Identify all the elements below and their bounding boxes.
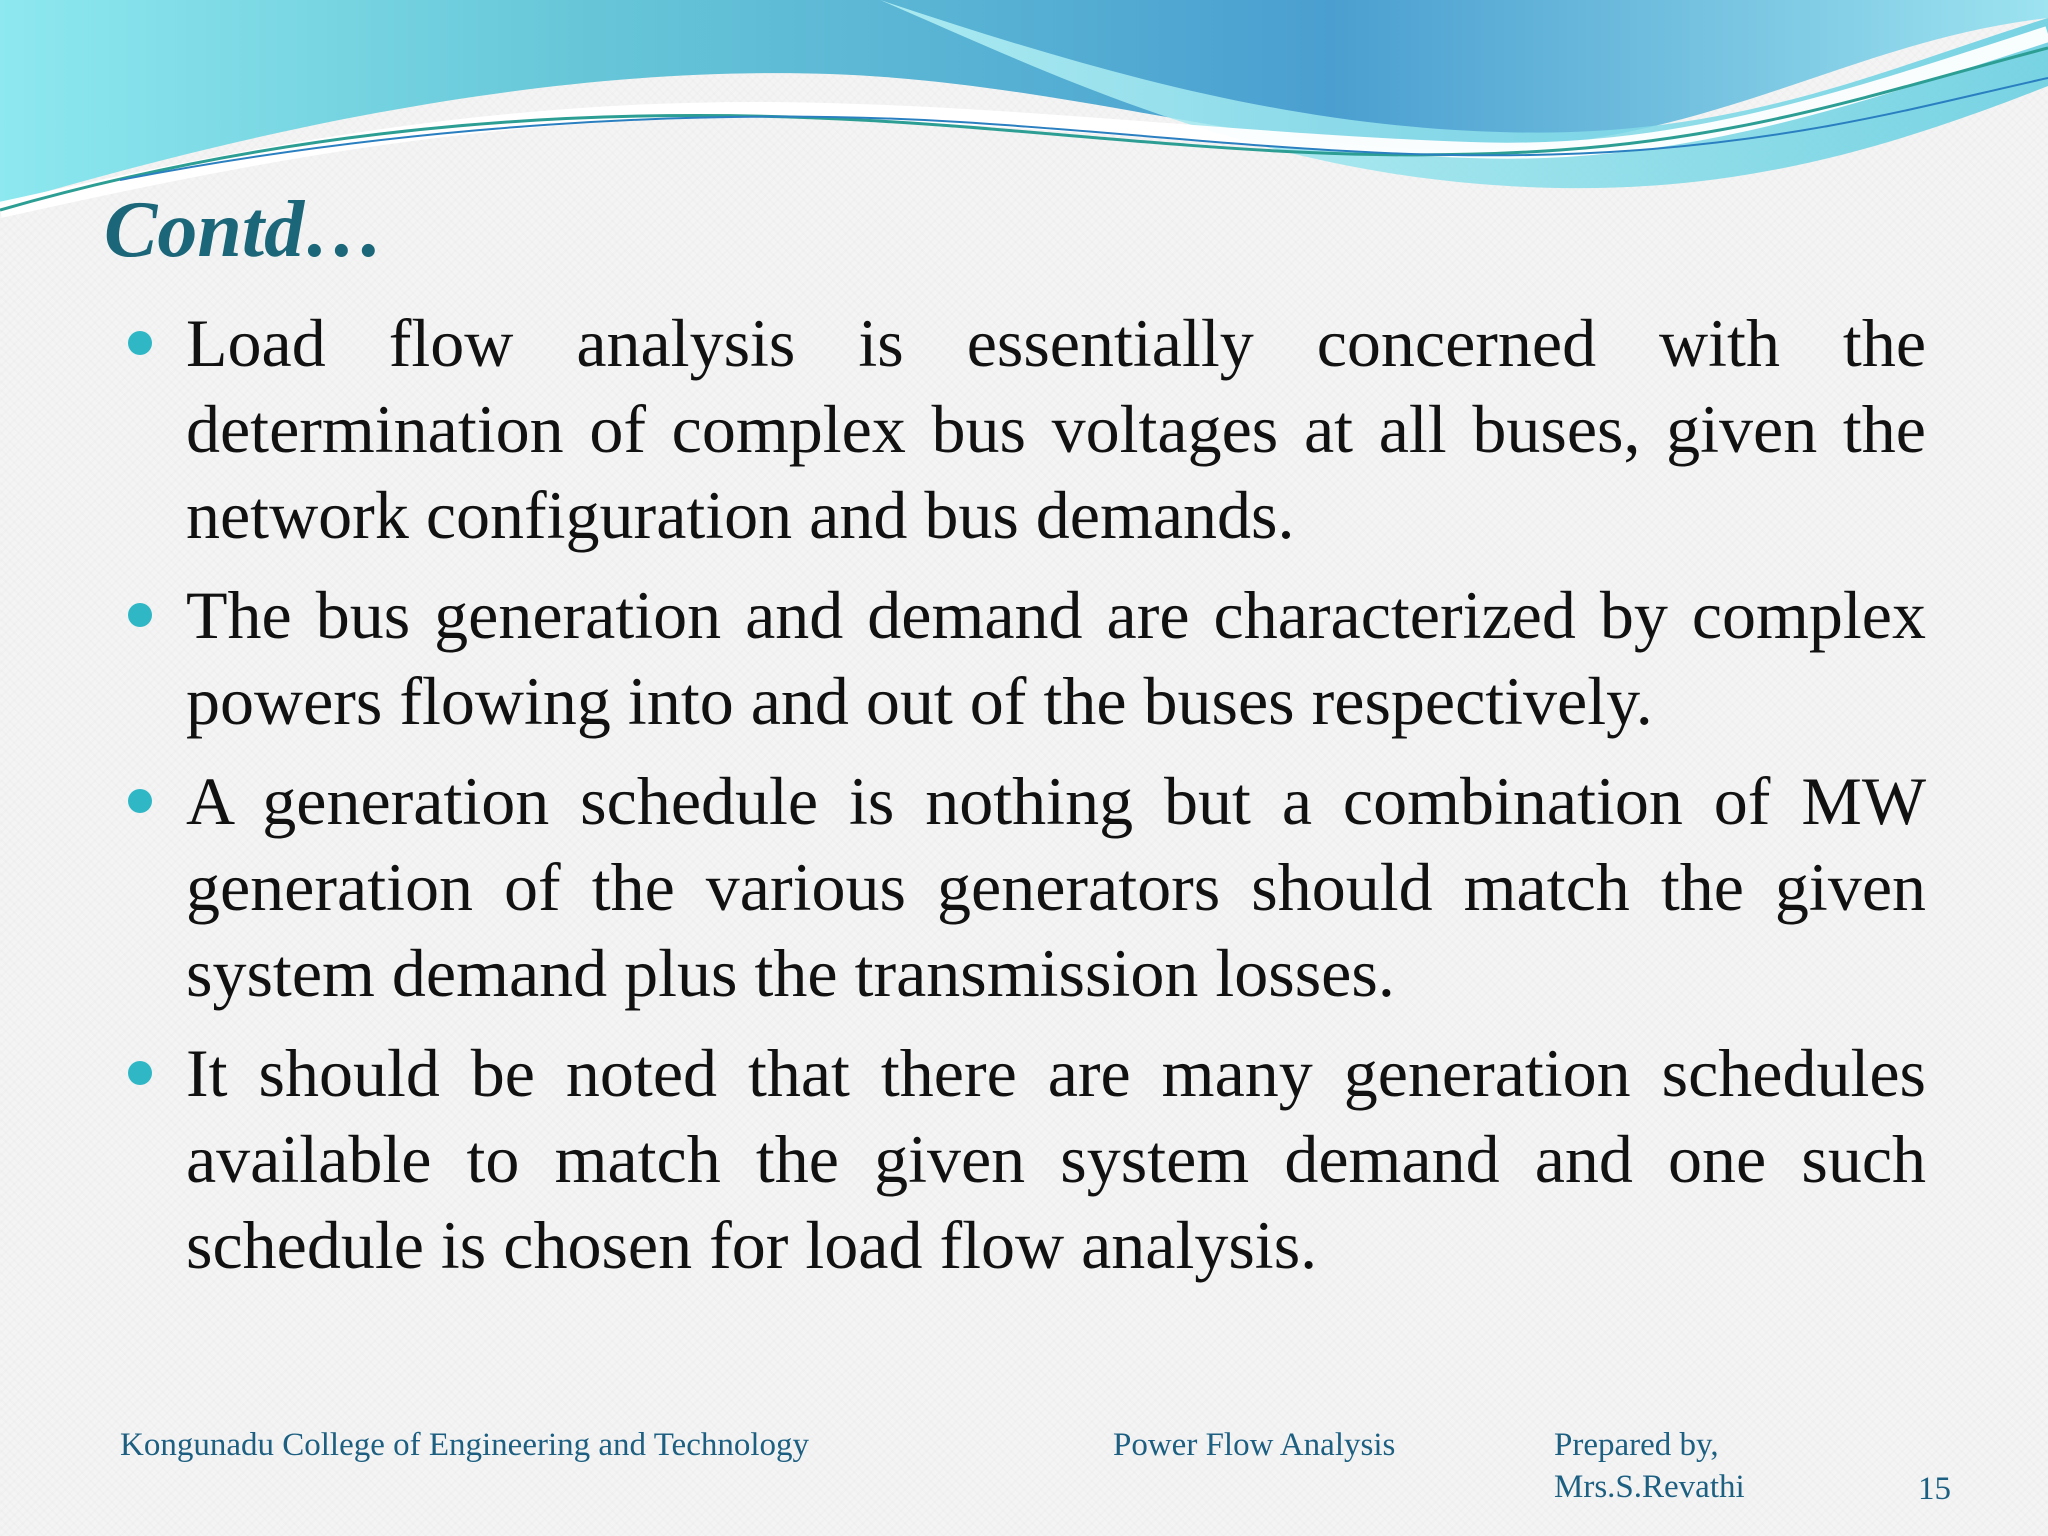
footer-prepared-by: Prepared by, <box>1554 1427 1719 1463</box>
slide-title: Contd… <box>104 186 385 274</box>
bullet-text: A generation schedule is nothing but a combination of MW generation of the various generators should match the given system demand plus the transmission losses. <box>186 763 1926 1011</box>
page-number: 15 <box>1918 1471 1951 1507</box>
bullet-text: It should be noted that there are many generation schedules available to match the given system demand and one such schedule is chosen for load flow analysis. <box>186 1035 1926 1283</box>
bullet-list <box>128 300 1926 1302</box>
bullet-item <box>128 1030 1926 1288</box>
bullet-dot-icon <box>128 603 152 627</box>
bullet-item <box>128 758 1926 1016</box>
bullet-dot-icon <box>128 789 152 813</box>
bullet-item <box>128 300 1926 558</box>
bullet-text: The bus generation and demand are characterized by complex powers flowing into and out of the buses respectively. <box>186 577 1926 739</box>
bullet-dot-icon <box>128 331 152 355</box>
footer-topic: Power Flow Analysis <box>1113 1427 1396 1463</box>
bullet-item <box>128 572 1926 744</box>
bullet-text: Load flow analysis is essentially concerned with the determination of complex bus voltages at all buses, given the network configuration and bus demands. <box>186 305 1926 553</box>
footer-author: Mrs.S.Revathi <box>1554 1469 1745 1505</box>
bullet-dot-icon <box>128 1061 152 1085</box>
footer-college-name: Kongunadu College of Engineering and Technology <box>120 1427 810 1463</box>
